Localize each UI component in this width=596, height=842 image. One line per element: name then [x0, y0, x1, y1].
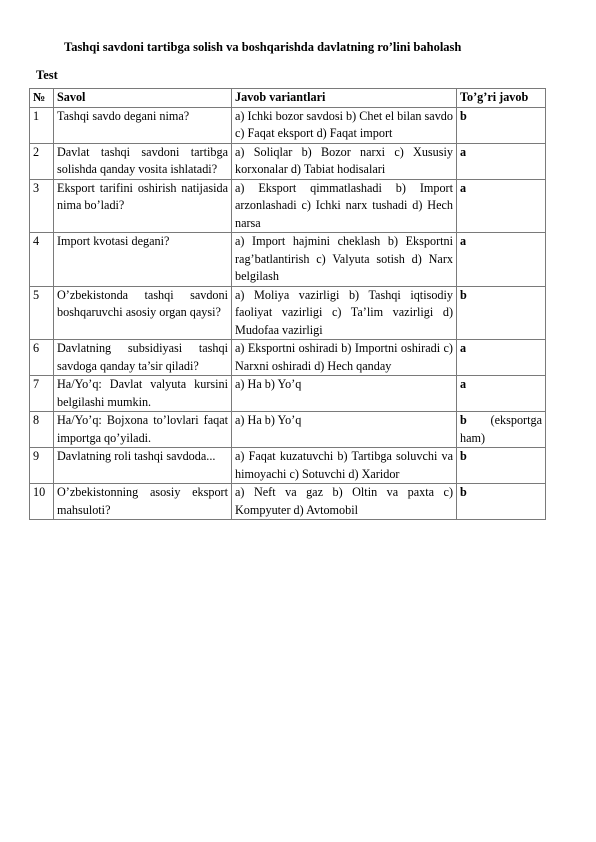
answer-cell [457, 484, 546, 520]
answer-cell [457, 233, 546, 287]
answer-cell [457, 448, 546, 484]
header-num: № [30, 89, 54, 108]
table-row [30, 484, 546, 520]
document-subtitle: Test [36, 68, 58, 82]
header-question: Savol [54, 89, 232, 108]
options-cell: a) Ichki bozor savdosi b) Chet el bilan savdo c) Faqat eksport d) Faqat import [232, 107, 457, 143]
options-cell: a) Soliqlar b) Bozor narxi c) Xususiy korxonalar d) Tabiat hodisalari [232, 143, 457, 179]
question-cell: Davlatning subsidiyasi tashqi savdoga qanday ta’sir qiladi? [54, 340, 232, 376]
table-row [30, 448, 546, 484]
options-cell: a) Neft va gaz b) Oltin va paxta c) Kompyuter d) Avtomobil [232, 484, 457, 520]
row-number: 4 [30, 233, 54, 287]
question-cell: Ha/Yo’q: Davlat valyuta kursini belgilashi mumkin. [54, 376, 232, 412]
table-row [30, 412, 546, 448]
answer-cell [457, 376, 546, 412]
table-row [30, 179, 546, 233]
row-number: 1 [30, 107, 54, 143]
options-cell: a) Eksport qimmatlashadi b) Import arzonlashadi c) Ichki narx tushadi d) Hech narsa [232, 179, 457, 233]
answer-letter: b [460, 108, 467, 123]
answer-letter: a [460, 144, 467, 159]
row-number: 10 [30, 484, 54, 520]
row-number: 8 [30, 412, 54, 448]
question-cell: Davlatning roli tashqi savdoda... [54, 448, 232, 484]
test-table [29, 88, 546, 520]
answer-cell [457, 179, 546, 233]
row-number: 3 [30, 179, 54, 233]
options-cell: a) Faqat kuzatuvchi b) Tartibga soluvchi va himoyachi c) Sotuvchi d) Xaridor [232, 448, 457, 484]
answer-cell [457, 286, 546, 340]
answer-letter: a [460, 180, 467, 195]
answer-cell [457, 107, 546, 143]
answer-letter: b [460, 287, 467, 302]
question-cell: O’zbekistonning asosiy eksport mahsuloti? [54, 484, 232, 520]
answer-cell [457, 412, 546, 448]
options-cell: a) Import hajmini cheklash b) Eksportni rag’batlantirish c) Valyuta sotish d) Narx belgilash [232, 233, 457, 287]
table-row [30, 143, 546, 179]
row-number: 5 [30, 286, 54, 340]
question-cell: Davlat tashqi savdoni tartibga solishda qanday vosita ishlatadi? [54, 143, 232, 179]
table-row [30, 286, 546, 340]
row-number: 2 [30, 143, 54, 179]
options-cell: a) Eksportni oshiradi b) Importni oshiradi c) Narxni oshiradi d) Hech qanday [232, 340, 457, 376]
table-row [30, 107, 546, 143]
answer-letter: b [460, 413, 467, 427]
row-number: 7 [30, 376, 54, 412]
table-row [30, 340, 546, 376]
options-cell: a) Ha b) Yo’q [232, 412, 457, 448]
question-cell: O’zbekistonda tashqi savdoni boshqaruvchi asosiy organ qaysi? [54, 286, 232, 340]
table-header-row [30, 89, 546, 108]
table-row [30, 376, 546, 412]
question-cell: Ha/Yo’q: Bojxona to’lovlari faqat importga qo’yiladi. [54, 412, 232, 448]
header-options: Javob variantlari [232, 89, 457, 108]
answer-cell [457, 143, 546, 179]
answer-letter: a [460, 341, 467, 355]
question-cell: Tashqi savdo degani nima? [54, 107, 232, 143]
header-answer: To’g’ri javob [457, 89, 546, 108]
answer-letter: b [460, 449, 467, 463]
answer-letter: a [460, 377, 467, 391]
question-cell: Eksport tarifini oshirish natijasida nima bo’ladi? [54, 179, 232, 233]
document-title: Tashqi savdoni tartibga solish va boshqarishda davlatning ro’lini baholash [64, 40, 462, 54]
answer-letter: b [460, 485, 467, 499]
answer-note: (eksportga ham) [460, 413, 542, 445]
answer-cell [457, 340, 546, 376]
table-row [30, 233, 546, 287]
row-number: 6 [30, 340, 54, 376]
options-cell: a) Moliya vazirligi b) Tashqi iqtisodiy faoliyat vazirligi c) Ta’lim vazirligi d) Mudofaa vazirligi [232, 286, 457, 340]
row-number: 9 [30, 448, 54, 484]
options-cell: a) Ha b) Yo’q [232, 376, 457, 412]
question-cell: Import kvotasi degani? [54, 233, 232, 287]
answer-letter: a [460, 234, 467, 248]
